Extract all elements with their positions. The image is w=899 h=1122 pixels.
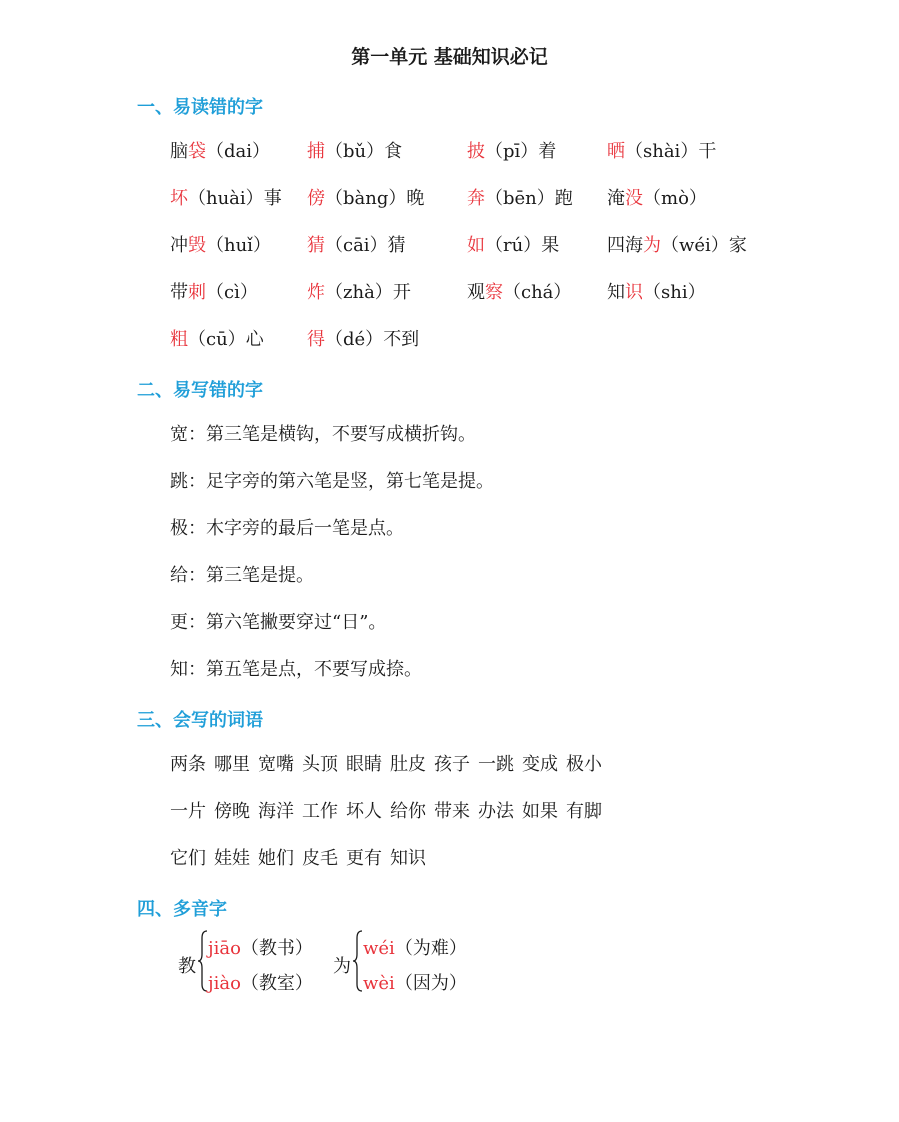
miswritten-item: 更：第六笔撇要穿过“日”。	[170, 612, 387, 633]
section-heading-miswritten: 二、易写错的字	[137, 380, 263, 401]
polyphonic-char: 教	[178, 956, 196, 977]
section-heading-vocabulary: 三、会写的词语	[137, 710, 263, 731]
vocabulary-word: 海洋	[258, 801, 294, 822]
vocabulary-word: 她们	[258, 848, 294, 869]
vocabulary-word: 给你	[390, 801, 426, 822]
vocabulary-row	[170, 750, 610, 780]
vocabulary-word: 如果	[522, 801, 558, 822]
misread-item: 脑袋（dai）	[170, 141, 271, 162]
vocabulary-word: 一片	[170, 801, 206, 822]
misread-item: 披（pī）着	[467, 141, 557, 162]
misread-item: 猜（cāi）猜	[307, 235, 406, 256]
miswritten-item: 宽：第三笔是横钩，不要写成横折钩。	[170, 424, 476, 445]
misread-item: 炸（zhà）开	[307, 282, 411, 303]
vocabulary-word: 更有	[346, 848, 382, 869]
misread-item: 带刺（cì）	[170, 282, 258, 303]
vocabulary-word: 有脚	[566, 801, 602, 822]
vocabulary-word: 极小	[566, 754, 602, 775]
vocabulary-word: 坏人	[346, 801, 382, 822]
vocabulary-word: 皮毛	[302, 848, 338, 869]
page-title: 第一单元 基础知识必记	[351, 46, 548, 68]
reading-row: wèi（因为）	[363, 973, 467, 994]
miswritten-item: 知：第五笔是点，不要写成捺。	[170, 659, 422, 680]
vocabulary-word: 傍晚	[214, 801, 250, 822]
miswritten-item: 跳：足字旁的第六笔是竖，第七笔是提。	[170, 471, 494, 492]
misread-item: 如（rú）果	[467, 235, 560, 256]
vocabulary-word: 两条	[170, 754, 206, 775]
vocabulary-word: 知识	[390, 848, 426, 869]
vocabulary-word: 变成	[522, 754, 558, 775]
miswritten-item: 极：木字旁的最后一笔是点。	[170, 518, 404, 539]
vocabulary-word: 一跳	[478, 754, 514, 775]
vocabulary-word: 办法	[478, 801, 514, 822]
section-heading-polyphonic: 四、多音字	[137, 899, 227, 920]
brace-icon	[353, 930, 363, 992]
misread-item: 淹没（mò）	[607, 188, 707, 209]
misread-item: 得（dé）不到	[307, 329, 420, 350]
section-heading-misread: 一、易读错的字	[137, 97, 263, 118]
vocabulary-word: 眼睛	[346, 754, 382, 775]
misread-item: 四海为（wéi）家	[607, 235, 747, 256]
misread-item: 坏（huài）事	[170, 188, 282, 209]
reading-row: wéi（为难）	[363, 938, 467, 959]
vocabulary-word: 肚皮	[390, 754, 426, 775]
brace-icon	[198, 930, 208, 992]
misread-item: 晒（shài）干	[607, 141, 717, 162]
vocabulary-word: 哪里	[214, 754, 250, 775]
reading-row: jiào（教室）	[208, 973, 313, 994]
misread-item: 观察（chá）	[467, 282, 572, 303]
vocabulary-word: 宽嘴	[258, 754, 294, 775]
vocabulary-word: 它们	[170, 848, 206, 869]
misread-item: 捕（bǔ）食	[307, 141, 403, 162]
vocabulary-word: 娃娃	[214, 848, 250, 869]
misread-item: 奔（bēn）跑	[467, 188, 573, 209]
misread-item: 粗（cū）心	[170, 329, 264, 350]
vocabulary-row	[170, 797, 610, 827]
misread-item: 冲毁（huǐ）	[170, 235, 271, 256]
vocabulary-word: 工作	[302, 801, 338, 822]
misread-item: 傍（bàng）晚	[307, 188, 425, 209]
vocabulary-word: 头顶	[302, 754, 338, 775]
vocabulary-word: 带来	[434, 801, 470, 822]
miswritten-item: 给：第三笔是提。	[170, 565, 314, 586]
reading-row: jiāo（教书）	[208, 938, 313, 959]
vocabulary-word: 孩子	[434, 754, 470, 775]
misread-item: 知识（shi）	[607, 282, 706, 303]
vocabulary-row	[170, 844, 434, 874]
polyphonic-char: 为	[333, 956, 351, 977]
